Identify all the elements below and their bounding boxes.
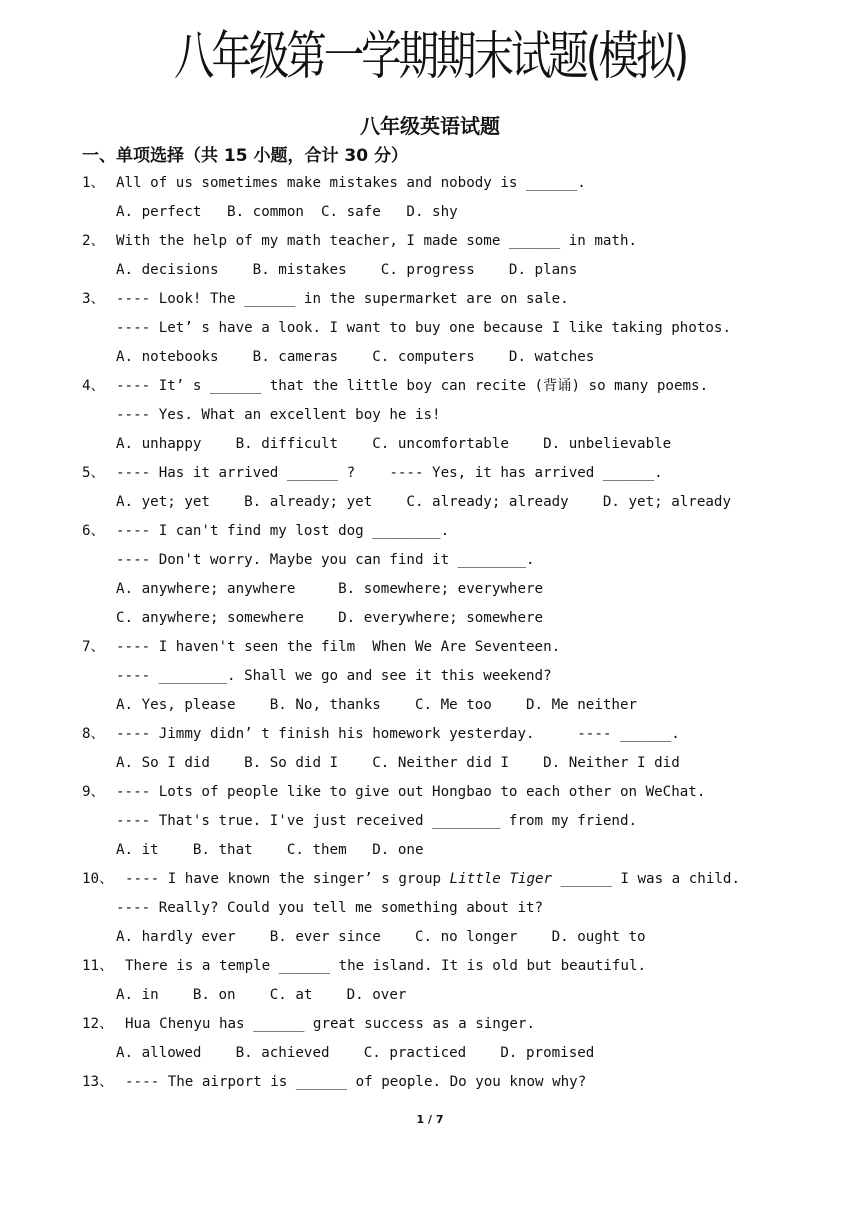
question-text: ---- Has it arrived ______ ? ---- Yes, it has arrived ______. [116,465,663,481]
question-line [82,285,842,314]
answer-options: A. it B. that C. them D. one [116,842,424,858]
question-text: ---- Lots of people like to give out Hongbao to each other on WeChat. [116,784,706,800]
question-number: 10、 [82,871,114,887]
answer-options: A. notebooks B. cameras C. computers D. watches [116,349,595,365]
question-line [82,778,842,807]
question-text: All of us sometimes make mistakes and nobody is ______. [116,175,586,191]
question-text: ---- Look! The ______ in the supermarket are on sale. [116,291,569,307]
question-number: 4、 [82,378,105,394]
question-line [82,865,842,894]
question-text: There is a temple ______ the island. It is old but beautiful. [125,958,647,974]
answer-options: A. hardly ever B. ever since C. no longer D. ought to [116,929,646,945]
question-line [82,227,842,256]
question-number: 1、 [82,175,105,191]
group-name: Little Tiger [449,871,553,887]
question-number: 6、 [82,523,105,539]
question-number: 8、 [82,726,105,742]
question-text: Hua Chenyu has ______ great success as a singer. [125,1016,535,1032]
question-text: ---- Let’ s have a look. I want to buy one because I like taking photos. [116,320,731,336]
question-number: 13、 [82,1074,114,1090]
page-title: 八年级第一学期期末试题(模拟) [173,27,687,87]
question-number: 7、 [82,639,105,655]
question-text: ---- I can't find my lost dog ________. [116,523,450,539]
question-text: With the help of my math teacher, I made some ______ in math. [116,233,638,249]
question-list [82,169,842,1097]
question-text: ---- That's true. I've just received ________ from my friend. [116,813,638,829]
question-line [82,720,842,749]
answer-options: A. yet; yet B. already; yet C. already; already D. yet; already [116,494,731,510]
question-text: ---- The airport is ______ of people. Do you know why? [125,1074,587,1090]
question-text: ---- Don't worry. Maybe you can find it ________. [116,552,535,568]
question-line [82,1010,842,1039]
question-text: ---- Yes. What an excellent boy he is! [116,407,441,423]
question-text: ---- Jimmy didn’ t finish his homework yesterday. ---- ______. [116,726,680,742]
question-line [82,169,842,198]
question-line [82,633,842,662]
question-text: ---- It’ s ______ that the little boy can recite (背诵) so many poems. [116,378,709,394]
question-line [82,952,842,981]
answer-options: A. anywhere; anywhere B. somewhere; everywhere [116,581,544,597]
answer-options: A. allowed B. achieved C. practiced D. promised [116,1045,595,1061]
question-text: ---- I haven't seen the film When We Are Seventeen. [116,639,561,655]
answer-options: A. Yes, please B. No, thanks C. Me too D. Me neither [116,697,638,713]
question-line [82,1068,842,1097]
question-text: ---- Really? Could you tell me something about it? [116,900,544,916]
answer-options: A. So I did B. So did I C. Neither did I D. Neither I did [116,755,680,771]
question-line [82,372,842,401]
answer-options: A. perfect B. common C. safe D. shy [116,204,458,220]
question-line [82,517,842,546]
page-number: 1 / 7 [416,1113,444,1126]
question-number: 11、 [82,958,114,974]
question-text: ---- ________. Shall we go and see it this weekend? [116,668,552,684]
question-number: 12、 [82,1016,114,1032]
question-number: 3、 [82,291,105,307]
question-number: 2、 [82,233,105,249]
answer-options: C. anywhere; somewhere D. everywhere; somewhere [116,610,544,626]
question-text: ---- I have known the singer’ s group [125,871,450,887]
question-number: 5、 [82,465,105,481]
answer-options: A. in B. on C. at D. over [116,987,407,1003]
answer-options: A. unhappy B. difficult C. uncomfortable D. unbelievable [116,436,672,452]
subject-title: 八年级英语试题 [360,114,500,138]
question-text: ______ I was a child. [552,871,741,887]
question-line [82,459,842,488]
section-heading: 一、单项选择（共 15 小题，合计 30 分） [82,146,408,166]
answer-options: A. decisions B. mistakes C. progress D. plans [116,262,578,278]
question-number: 9、 [82,784,105,800]
